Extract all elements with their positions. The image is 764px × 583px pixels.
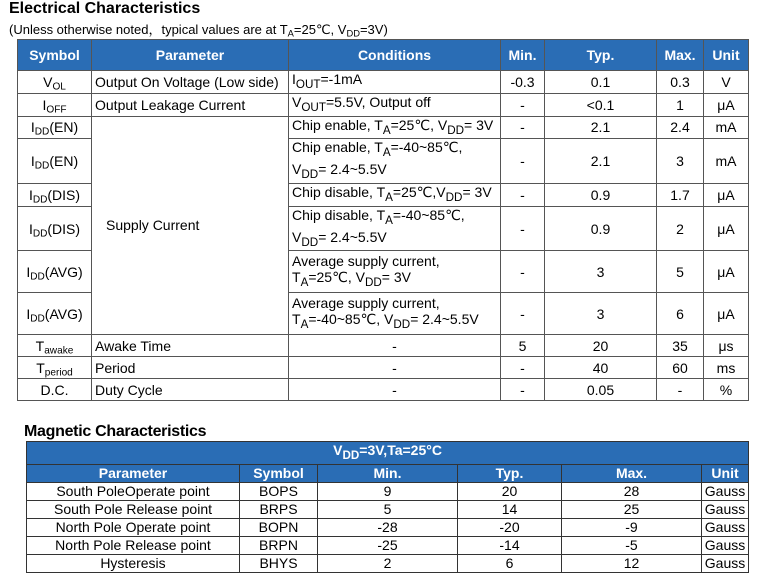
electrical-characteristics-table	[17, 39, 749, 401]
table-row	[27, 518, 749, 536]
typ-cell: 0.1	[545, 71, 657, 94]
typ-cell: 2.1	[545, 116, 657, 139]
typ-cell: 6	[458, 554, 562, 572]
symbol-cell	[18, 206, 92, 251]
table-row	[27, 482, 749, 500]
symbol-base: I	[28, 186, 33, 203]
unit-cell: Gauss	[702, 482, 749, 500]
mag-header-parameter: Parameter	[27, 464, 240, 482]
header-max: Max.	[657, 40, 704, 71]
symbol-suffix: (EN)	[49, 119, 79, 136]
parameter-cell: Awake Time	[92, 335, 289, 357]
magnetic-condition-row	[27, 442, 749, 465]
symbol-cell	[18, 357, 92, 379]
param-cell: South Pole Release point	[27, 500, 240, 518]
table-row	[27, 500, 749, 518]
unit-cell: Gauss	[702, 536, 749, 554]
param-cell: South PoleOperate point	[27, 482, 240, 500]
unit-cell: μs	[704, 335, 749, 357]
unit-cell: Gauss	[702, 554, 749, 572]
header-conditions: Conditions	[289, 40, 501, 71]
min-cell: -	[501, 379, 545, 401]
symbol-cell	[18, 93, 92, 116]
unit-cell: μA	[704, 183, 749, 206]
conditions-cell: $V_{OUT}=5.5V$, Output off	[289, 93, 501, 116]
symbol-subscript: OL	[52, 81, 66, 93]
note-ta-subscript: A	[287, 28, 294, 39]
unit-cell: %	[704, 379, 749, 401]
unit-cell: Gauss	[702, 500, 749, 518]
max-cell: 2.4	[657, 116, 704, 139]
symbol-suffix: (DIS)	[47, 220, 81, 237]
magnetic-test-condition: $V_{DD}=3V,Ta=25^\circ C$	[27, 442, 749, 465]
sym-cell: BOPS	[240, 482, 318, 500]
max-cell: -9	[562, 518, 702, 536]
min-cell: -0.3	[501, 71, 545, 94]
symbol-subscript: period	[44, 367, 73, 379]
min-cell: -	[501, 293, 545, 335]
conditions-cell: Chip enable, $T_A=-40\sim 85℃$, $V_{DD}=$ 2.4~5.5V	[289, 139, 501, 184]
symbol-base: T	[36, 359, 45, 376]
symbol-cell	[18, 379, 92, 401]
symbol-base: I	[26, 263, 31, 280]
unit-cell: μA	[704, 206, 749, 251]
symbol-subscript: DD	[32, 194, 48, 206]
symbol-cell	[18, 293, 92, 335]
magnetic-table-body	[27, 482, 749, 572]
electrical-characteristics-title: Electrical Characteristics	[9, 0, 201, 17]
magnetic-characteristics-title: Magnetic Characteristics	[24, 423, 207, 440]
table-row	[18, 93, 749, 116]
max-cell: 1	[657, 93, 704, 116]
symbol-subscript: awake	[44, 345, 74, 357]
min-cell: 9	[318, 482, 458, 500]
min-cell: -	[501, 357, 545, 379]
symbol-suffix: (EN)	[49, 153, 79, 170]
table-row	[18, 71, 749, 94]
symbol-subscript: DD	[30, 271, 45, 283]
table-row	[18, 116, 749, 139]
sym-cell: BRPN	[240, 536, 318, 554]
typ-cell: 0.9	[545, 183, 657, 206]
mag-header-typ: Typ.	[458, 464, 562, 482]
typ-cell: 20	[458, 482, 562, 500]
conditions-cell: Average supply current, $T_A=-40\sim 85℃$, $V_{DD}=$ 2.4~5.5V	[289, 293, 501, 335]
max-cell: 12	[562, 554, 702, 572]
symbol-base: I	[42, 96, 47, 113]
symbol-base: I	[30, 153, 35, 170]
max-cell: 25	[562, 500, 702, 518]
unit-cell: V	[704, 71, 749, 94]
typ-cell: 3	[545, 251, 657, 293]
table-row	[27, 536, 749, 554]
symbol-subscript: DD	[32, 228, 48, 240]
min-cell: -28	[318, 518, 458, 536]
min-cell: -	[501, 251, 545, 293]
param-cell: North Pole Operate point	[27, 518, 240, 536]
min-cell: 5	[501, 335, 545, 357]
symbol-base: T	[35, 337, 45, 354]
parameter-cell: Output On Voltage (Low side)	[92, 71, 289, 94]
typ-cell: 14	[458, 500, 562, 518]
symbol-subscript: DD	[34, 127, 50, 138]
min-cell: 5	[318, 500, 458, 518]
symbol-base: V	[43, 73, 53, 90]
table-row	[27, 554, 749, 572]
symbol-suffix: (AVG)	[44, 305, 83, 322]
conditions-cell: -	[289, 379, 501, 401]
sym-cell: BRPS	[240, 500, 318, 518]
typ-cell: -20	[458, 518, 562, 536]
min-cell: -	[501, 183, 545, 206]
mag-header-symbol: Symbol	[240, 464, 318, 482]
max-cell: 6	[657, 293, 704, 335]
conditions-cell: Average supply current, $T_A=25℃$, $V_{DD}= 3V$	[289, 251, 501, 293]
mag-header-max: Max.	[562, 464, 702, 482]
max-cell: 3	[657, 139, 704, 184]
magnetic-characteristics-table	[26, 441, 749, 573]
header-min: Min.	[501, 40, 545, 71]
conditions-cell: Chip disable, $T_A=25℃,V_{DD}= 3V$	[289, 183, 501, 206]
parameter-cell: Output Leakage Current	[92, 93, 289, 116]
sym-cell: BOPN	[240, 518, 318, 536]
sym-cell: BHYS	[240, 554, 318, 572]
header-unit: Unit	[704, 40, 749, 71]
parameter-cell: Period	[92, 357, 289, 379]
table-row	[18, 357, 749, 379]
unit-cell: mA	[704, 116, 749, 139]
unit-cell: mA	[704, 139, 749, 184]
symbol-base: D.C.	[40, 381, 69, 398]
max-cell: 0.3	[657, 71, 704, 94]
mag-header-min: Min.	[318, 464, 458, 482]
symbol-base: I	[30, 119, 35, 136]
symbol-cell	[18, 71, 92, 94]
symbol-suffix: (AVG)	[44, 263, 83, 280]
min-cell: -25	[318, 536, 458, 554]
symbol-subscript: DD	[30, 313, 45, 325]
param-cell: North Pole Release point	[27, 536, 240, 554]
min-cell: -	[501, 93, 545, 116]
symbol-subscript: OFF	[46, 104, 67, 116]
symbol-cell	[18, 139, 92, 184]
table-row	[18, 335, 749, 357]
conditions-cell: -	[289, 335, 501, 357]
symbol-cell	[18, 183, 92, 206]
symbol-cell	[18, 335, 92, 357]
symbol-base: I	[28, 220, 33, 237]
header-typ: Typ.	[545, 40, 657, 71]
conditions-cell: -	[289, 357, 501, 379]
supply-current-cell: Supply Current	[92, 116, 289, 335]
mag-header-unit: Unit	[702, 464, 749, 482]
unit-cell: μA	[704, 251, 749, 293]
symbol-subscript: DD	[34, 160, 50, 172]
typ-cell: 0.9	[545, 206, 657, 251]
max-cell: 60	[657, 357, 704, 379]
table-row	[18, 379, 749, 401]
symbol-suffix: (DIS)	[47, 186, 81, 203]
header-symbol: Symbol	[18, 40, 92, 71]
typ-cell: 20	[545, 335, 657, 357]
magnetic-header-row	[27, 464, 749, 482]
min-cell: 2	[318, 554, 458, 572]
typ-cell: 40	[545, 357, 657, 379]
max-cell: 35	[657, 335, 704, 357]
typ-cell: 3	[545, 293, 657, 335]
unit-cell: ms	[704, 357, 749, 379]
header-parameter: Parameter	[92, 40, 289, 71]
note-mid: =25℃, V	[293, 22, 347, 37]
max-cell: 2	[657, 206, 704, 251]
note-prefix: (Unless otherwise noted，typical values are at T	[9, 22, 288, 37]
note-vdd-subscript: DD	[346, 28, 360, 39]
typ-cell: -14	[458, 536, 562, 554]
typ-cell: 0.05	[545, 379, 657, 401]
typ-cell: 2.1	[545, 139, 657, 184]
min-cell: -	[501, 206, 545, 251]
typical-values-note	[9, 19, 388, 38]
max-cell: -	[657, 379, 704, 401]
symbol-cell	[18, 251, 92, 293]
unit-cell: Gauss	[702, 518, 749, 536]
typ-cell: <0.1	[545, 93, 657, 116]
max-cell: 1.7	[657, 183, 704, 206]
parameter-cell: Duty Cycle	[92, 379, 289, 401]
conditions-cell: Chip disable, $T_A=-40\sim 85℃$, $V_{DD}=$ 2.4~5.5V	[289, 206, 501, 251]
conditions-cell: $I_{OUT}=-1mA$	[289, 71, 501, 94]
min-cell: -	[501, 116, 545, 139]
max-cell: 5	[657, 251, 704, 293]
unit-cell: μA	[704, 93, 749, 116]
symbol-base: I	[26, 305, 31, 322]
electrical-table-body	[18, 71, 749, 401]
note-suffix: =3V)	[359, 22, 388, 37]
max-cell: 28	[562, 482, 702, 500]
param-cell: Hysteresis	[27, 554, 240, 572]
max-cell: -5	[562, 536, 702, 554]
unit-cell: μA	[704, 293, 749, 335]
symbol-cell	[18, 116, 92, 139]
conditions-cell: Chip enable, $T_A=25℃$, $V_{DD}= 3V$	[289, 116, 501, 139]
min-cell: -	[501, 139, 545, 184]
electrical-header-row	[18, 40, 749, 71]
